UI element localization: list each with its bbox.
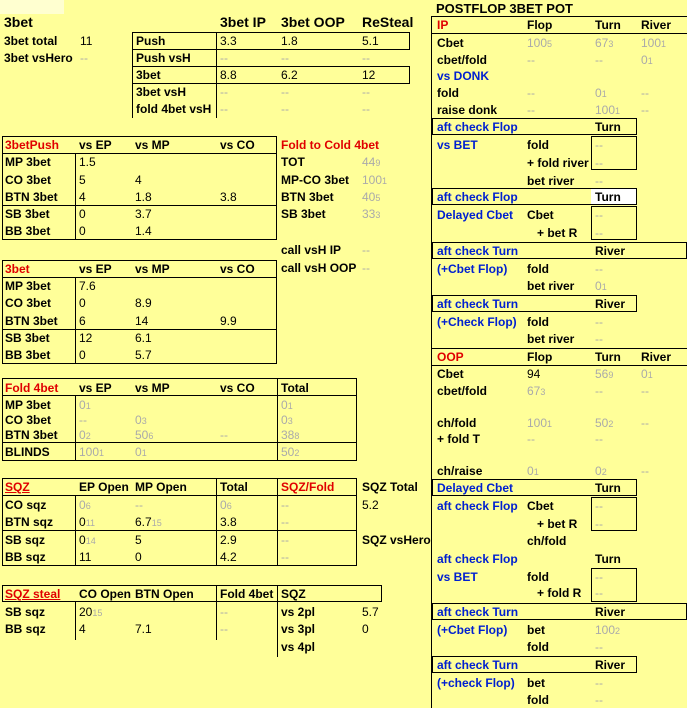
divider xyxy=(75,154,76,240)
divider xyxy=(2,153,277,154)
cbet-flop-fold-value: -- xyxy=(595,262,603,276)
ip-cbet-label: Cbet xyxy=(437,36,464,50)
tbet-col-vs-mp: vs MP xyxy=(135,262,170,276)
tbet-table-title: 3bet xyxy=(5,262,30,276)
divider xyxy=(432,33,687,34)
push-resteal: 5.1 xyxy=(362,34,379,48)
oop-aft-check-flop-turn: Turn xyxy=(595,552,621,566)
fold4bet-row-label: BLINDS xyxy=(5,445,50,459)
push-cell: 4 xyxy=(79,190,86,204)
divider xyxy=(2,495,357,496)
push-row-label: BTN 3bet xyxy=(5,190,58,204)
ip-cbetfold-turn: -- xyxy=(595,53,603,67)
steal-vs-label: vs 3pl xyxy=(281,622,316,636)
fold4bet-cell: -- xyxy=(220,428,228,442)
oop-cbet-label: Cbet xyxy=(437,367,464,381)
fold-cold-label: SB 3bet xyxy=(281,207,326,221)
fold4bet-row-label: BTN 3bet xyxy=(5,428,58,442)
sqz-cell: -- xyxy=(281,515,289,529)
threebet-ip: 8.8 xyxy=(220,68,237,82)
tbet-col-vs-co: vs CO xyxy=(220,262,255,276)
bet-river-label: bet river xyxy=(527,174,575,188)
delayed-cbet-label: Delayed Cbet xyxy=(437,208,514,222)
oop-vs-bet-fold-label: fold xyxy=(527,570,549,584)
aft-check-flop-label: aft check Flop xyxy=(437,120,518,134)
oop-cbet-flop-fold-value: -- xyxy=(595,640,603,654)
oop-aft-check-flop-label: aft check Flop xyxy=(437,499,518,513)
steal-col-co-open: CO Open xyxy=(79,587,132,601)
sqz-col-total: Total xyxy=(220,480,248,494)
sqz-cell: -- xyxy=(281,498,289,512)
ip-vs-donk-label: vs DONK xyxy=(437,69,490,83)
push-ip: 3.3 xyxy=(220,34,237,48)
divider xyxy=(2,530,357,531)
vs-bet-fold-river-label: + fold river xyxy=(527,156,589,170)
call-vsh-ip-label: call vsH IP xyxy=(281,243,342,257)
sqz-cell: 06 xyxy=(220,498,232,512)
tbet-cell: 7.6 xyxy=(79,279,96,293)
cbet-flop-bet-river-label: bet river xyxy=(527,279,575,293)
tbet-cell: 0 xyxy=(79,296,86,310)
col-3bet-ip: 3bet IP xyxy=(220,14,266,30)
fold4bet-cell: 388 xyxy=(281,428,300,442)
fold-cold-label: MP-CO 3bet xyxy=(281,173,350,187)
vs-bet-turn-cell: -- xyxy=(595,156,603,170)
oop-cbet-flop-paren-label: (+Cbet Flop) xyxy=(437,623,508,637)
label-3bet-vshero: 3bet vsHero xyxy=(4,51,73,65)
sqz-cell: 3.8 xyxy=(220,515,237,529)
threebet-vsh-resteal: -- xyxy=(362,85,370,99)
steal-row-label: BB sqz xyxy=(5,622,46,636)
fold4bet-col-total: Total xyxy=(281,381,309,395)
fold-cold-value: 333 xyxy=(362,207,381,221)
divider xyxy=(216,32,217,118)
oop-cbet-flop-bet-label: bet xyxy=(527,623,545,637)
fold4bet-cell: 03 xyxy=(135,413,147,427)
faded-corner xyxy=(0,0,64,14)
oop-aft-check-turn-label: aft check Turn xyxy=(437,605,519,619)
oop-vs-bet-label: vs BET xyxy=(437,570,478,584)
steal-vs-label: vs 2pl xyxy=(281,605,316,619)
fold4bet-cell: -- xyxy=(79,413,87,427)
oop-delayed-turn-cell: -- xyxy=(595,499,603,513)
delayed-cbet-turn-cell: -- xyxy=(595,208,603,222)
push-vsh-resteal: -- xyxy=(362,51,370,65)
call-vsh-oop-value: -- xyxy=(362,261,370,275)
oop-vs-bet-turn-cell: -- xyxy=(595,586,603,600)
ip-cbetfold-river: 01 xyxy=(641,53,653,67)
push-row-label: MP 3bet xyxy=(5,155,51,169)
threebet-vsh-ip: -- xyxy=(220,85,228,99)
fold4bet-col-vs-ep: vs EP xyxy=(79,381,112,395)
steal-row-label: SB sqz xyxy=(5,605,46,619)
steal-vs-value: 5.7 xyxy=(362,605,379,619)
sqz-cell: 6.715 xyxy=(135,515,162,529)
divider xyxy=(2,329,277,330)
push-cell: 1.8 xyxy=(135,190,152,204)
oop-cbet-flop: 94 xyxy=(527,367,541,381)
sqz-cell: 2.9 xyxy=(220,533,237,547)
value-3bet-total: 11 xyxy=(80,34,93,48)
check-flop-fold-value: -- xyxy=(595,315,603,329)
fold-cold-label: BTN 3bet xyxy=(281,190,334,204)
oop-check-flop-paren-label: (+check Flop) xyxy=(437,676,515,690)
oop-aft-check-flop-label: aft check Flop xyxy=(437,552,518,566)
steal-vs-label: vs 4pl xyxy=(281,640,316,654)
oop-vs-bet-fold-r-label: + fold R xyxy=(537,586,582,600)
oop-check-flop-bet-value: -- xyxy=(595,676,603,690)
ip-fold-turn: 01 xyxy=(595,86,607,100)
sqz-cell: -- xyxy=(281,550,289,564)
tbet-row-label: BTN 3bet xyxy=(5,314,58,328)
fold4bet-cell: 01 xyxy=(281,398,293,412)
push-cell: 1.4 xyxy=(135,224,152,238)
ip-fold-river: -- xyxy=(641,86,649,100)
threebet-vsh-oop: -- xyxy=(281,85,289,99)
sqz-cell: 5 xyxy=(135,533,142,547)
sqz-cell: 014 xyxy=(79,533,96,547)
ip-raise-river: -- xyxy=(641,103,649,117)
divider xyxy=(2,442,357,443)
oop-delayed-cbet-label: Cbet xyxy=(527,499,554,513)
steal-col-sqz: SQZ xyxy=(281,587,306,601)
divider xyxy=(2,205,277,206)
push-cell: 0 xyxy=(79,207,86,221)
sqz-col-mp-open: MP Open xyxy=(135,480,187,494)
steal-cell: 2015 xyxy=(79,605,103,619)
delayed-cbet-cbet-label: Cbet xyxy=(527,208,554,222)
tbet-cell: 5.7 xyxy=(135,348,152,362)
tbet-row-label: MP 3bet xyxy=(5,279,51,293)
oop-cbetfold-flop: 673 xyxy=(527,384,546,398)
ip-raise-donk-label: raise donk xyxy=(437,103,498,117)
fold4bet-cell: 01 xyxy=(79,398,91,412)
oop-cbet-turn: 569 xyxy=(595,367,614,381)
section-title-3bet: 3bet xyxy=(4,14,33,30)
check-flop-bet-river-value: -- xyxy=(595,332,603,346)
sqz-table-title: SQZ xyxy=(5,480,30,494)
oop-check-flop-bet-label: bet xyxy=(527,676,545,690)
ip-cbet-river: 1001 xyxy=(641,36,667,50)
oop-chfold-river: -- xyxy=(641,416,649,430)
sqz-row-label: SB sqz xyxy=(5,533,46,547)
oop-check-flop-fold-label: fold xyxy=(527,693,549,707)
ip-cbet-flop: 1005 xyxy=(527,36,553,50)
divider xyxy=(75,396,76,461)
push-cell: 5 xyxy=(79,173,86,187)
oop-aft-check-turn-label: aft check Turn xyxy=(437,658,519,672)
divider xyxy=(277,585,278,657)
divider xyxy=(277,378,278,461)
aft-check-turn-label: aft check Turn xyxy=(437,244,519,258)
check-flop-bet-river-label: bet river xyxy=(527,332,575,346)
row-label-push: Push xyxy=(136,34,166,48)
fold4bet-vsh-resteal: -- xyxy=(362,102,370,116)
row-label-push-vsh: Push vsH xyxy=(136,51,191,65)
divider xyxy=(2,277,277,278)
divider xyxy=(277,478,278,566)
tbet-row-label: CO 3bet xyxy=(5,296,52,310)
oop-chraise-turn: 02 xyxy=(595,464,607,478)
push-row-label: CO 3bet xyxy=(5,173,52,187)
sqz-cell: 011 xyxy=(79,515,96,529)
aft-check-turn-label: aft check Turn xyxy=(437,297,519,311)
row-label-3bet: 3bet xyxy=(136,68,161,82)
fold4bet-table-title: Fold 4bet xyxy=(5,381,59,395)
divider xyxy=(216,585,217,640)
row-label-fold4bet-vsh: fold 4bet vsH xyxy=(136,102,212,116)
ip-col-river: River xyxy=(641,18,672,32)
push-col-vs-mp: vs MP xyxy=(135,138,170,152)
vs-bet-fold-label: fold xyxy=(527,138,549,152)
ip-col-flop: Flop xyxy=(527,18,553,32)
oop-delayed-bet-r-label: + bet R xyxy=(537,517,578,531)
threebet-oop: 6.2 xyxy=(281,68,298,82)
delayed-cbet-turn: Turn xyxy=(595,481,621,495)
fold4bet-col-vs-co: vs CO xyxy=(220,381,255,395)
fold4bet-cell: 01 xyxy=(135,445,147,459)
col-resteal: ReSteal xyxy=(362,14,414,30)
ip-raise-turn: 1001 xyxy=(595,103,621,117)
oop-check-flop-fold-value: -- xyxy=(595,693,603,707)
fold4bet-cell: 506 xyxy=(135,428,154,442)
threebet-resteal: 12 xyxy=(362,68,376,82)
oop-vs-bet-turn-cell: -- xyxy=(595,570,603,584)
ip-section-label: IP xyxy=(437,18,449,32)
push-cell: 3.7 xyxy=(135,207,152,221)
tbet-cell: 8.9 xyxy=(135,296,152,310)
tbet-cell: 6 xyxy=(79,314,86,328)
oop-fold-t-flop: -- xyxy=(527,432,535,446)
oop-fold-t-label: + fold T xyxy=(437,432,480,446)
steal-cell: -- xyxy=(220,622,228,636)
fold4bet-row-label: MP 3bet xyxy=(5,398,51,412)
oop-aft-check-turn-river: River xyxy=(595,605,626,619)
fold-cold-value: 405 xyxy=(362,190,381,204)
push-col-vs-ep: vs EP xyxy=(79,138,112,152)
steal-cell: 4 xyxy=(79,622,86,636)
oop-col-flop: Flop xyxy=(527,350,553,364)
sqz-total-value: 5.2 xyxy=(362,498,379,512)
push-table-title: 3betPush xyxy=(5,138,60,152)
fold-cold-title: Fold to Cold 4bet xyxy=(281,138,379,152)
steal-cell: 7.1 xyxy=(135,622,152,636)
sqz-cell: 4.2 xyxy=(220,550,237,564)
steal-col-fold4bet: Fold 4bet xyxy=(220,587,274,601)
divider xyxy=(216,478,217,566)
divider xyxy=(2,395,357,396)
aft-check-flop-turn: Turn xyxy=(595,120,621,134)
tbet-row-label: BB 3bet xyxy=(5,348,51,362)
call-vsh-ip-value: -- xyxy=(362,243,370,257)
call-vsh-oop-label: call vsH OOP xyxy=(281,261,357,275)
oop-col-river: River xyxy=(641,350,672,364)
sqz-cell: -- xyxy=(281,533,289,547)
oop-chraise-river: -- xyxy=(641,464,649,478)
fold4bet-vsh-oop: -- xyxy=(281,102,289,116)
tbet-cell: 9.9 xyxy=(220,314,237,328)
oop-chfold-turn: 502 xyxy=(595,416,614,430)
vs-bet-label: vs BET xyxy=(437,138,478,152)
col-3bet-oop: 3bet OOP xyxy=(281,14,345,30)
value-3bet-vshero: -- xyxy=(80,51,88,65)
tbet-cell: 6.1 xyxy=(135,331,152,345)
oop-cbetfold-river: -- xyxy=(641,384,649,398)
divider xyxy=(132,50,133,118)
bet-river-turn-cell: -- xyxy=(595,174,603,188)
push-cell: 0 xyxy=(79,224,86,238)
label-3bet-total: 3bet total xyxy=(4,34,58,48)
vs-bet-turn-cell: -- xyxy=(595,138,603,152)
oop-chraise-label: ch/raise xyxy=(437,464,483,478)
fold4bet-col-vs-mp: vs MP xyxy=(135,381,170,395)
fold-cold-value: 1001 xyxy=(362,173,388,187)
sqz-cell: -- xyxy=(135,498,143,512)
oop-delayed-turn-cell: -- xyxy=(595,517,603,531)
sqz-vshero-label: SQZ vsHero xyxy=(362,533,431,547)
fold-cold-label: TOT xyxy=(281,155,305,169)
push-vsh-oop: -- xyxy=(281,51,289,65)
fold4bet-row-label: CO 3bet xyxy=(5,413,52,427)
cbet-flop-bet-river-value: 01 xyxy=(595,279,607,293)
sqz-cell: 0 xyxy=(135,550,142,564)
divider xyxy=(431,16,687,17)
oop-cbet-flop-fold-label: fold xyxy=(527,640,549,654)
ip-cbetfold-flop: -- xyxy=(527,53,535,67)
delayed-cbet-turn-cell: -- xyxy=(595,226,603,240)
cbet-flop-paren-label: (+Cbet Flop) xyxy=(437,262,508,276)
oop-cbetfold-label: cbet/fold xyxy=(437,384,487,398)
fold4bet-cell: 502 xyxy=(281,445,300,459)
divider xyxy=(432,348,687,349)
divider xyxy=(75,602,76,640)
oop-chfold-flop: 1001 xyxy=(527,416,553,430)
tbet-cell: 0 xyxy=(79,348,86,362)
fold4bet-cell: 02 xyxy=(79,428,91,442)
ip-fold-label: fold xyxy=(437,86,459,100)
tbet-cell: 12 xyxy=(79,331,93,345)
oop-fold-t-turn: -- xyxy=(595,432,603,446)
steal-table-title: SQZ steal xyxy=(5,587,61,601)
oop-aft-check-turn-river: River xyxy=(595,658,626,672)
check-flop-fold-label: fold xyxy=(527,315,549,329)
steal-col-btn-open: BTN Open xyxy=(135,587,194,601)
fold-cold-value: 449 xyxy=(362,155,381,169)
oop-chraise-flop: 01 xyxy=(527,464,539,478)
aft-check-flop-label: aft check Flop xyxy=(437,190,518,204)
divider xyxy=(75,278,76,364)
tbet-row-label: SB 3bet xyxy=(5,331,50,345)
tbet-cell: 14 xyxy=(135,314,149,328)
push-cell: 3.8 xyxy=(220,190,237,204)
oop-cbet-flop-bet-value: 1002 xyxy=(595,623,621,637)
oop-chfold-label: ch/fold xyxy=(437,416,477,430)
steal-vs-value: 0 xyxy=(362,622,369,636)
ip-raise-flop: -- xyxy=(527,103,535,117)
oop-cbetfold-turn: -- xyxy=(595,384,603,398)
oop-cbet-river: 01 xyxy=(641,367,653,381)
push-oop: 1.8 xyxy=(281,34,298,48)
push-col-vs-co: vs CO xyxy=(220,138,255,152)
push-cell: 4 xyxy=(135,173,142,187)
fold4bet-cell: 03 xyxy=(281,413,293,427)
ip-cbet-turn: 673 xyxy=(595,36,614,50)
fold4bet-cell: 1001 xyxy=(79,445,105,459)
divider xyxy=(75,496,76,566)
sqz-row-label: BB sqz xyxy=(5,550,46,564)
check-flop-paren-label: (+Check Flop) xyxy=(437,315,517,329)
sqz-col-sqz-fold: SQZ/Fold xyxy=(281,480,335,494)
push-vsh-ip: -- xyxy=(220,51,228,65)
ip-cbetfold-label: cbet/fold xyxy=(437,53,487,67)
push-cell: 1.5 xyxy=(79,155,96,169)
tbet-col-vs-ep: vs EP xyxy=(79,262,112,276)
push-row-label: BB 3bet xyxy=(5,224,51,238)
delayed-cbet-label: Delayed Cbet xyxy=(437,481,514,495)
push-row-label: SB 3bet xyxy=(5,207,50,221)
oop-col-turn: Turn xyxy=(595,350,621,364)
postflop-title: POSTFLOP 3BET POT xyxy=(436,1,574,16)
aft-check-turn-river: River xyxy=(595,244,626,258)
ip-col-turn: Turn xyxy=(595,18,621,32)
sqz-cell: 06 xyxy=(79,498,91,512)
divider xyxy=(432,365,687,366)
aft-check-flop-turn: Turn xyxy=(595,190,621,204)
delayed-cbet-bet-r-label: + bet R xyxy=(537,226,578,240)
sqz-cell: 11 xyxy=(79,550,92,564)
ip-fold-flop: -- xyxy=(527,86,535,100)
sqz-row-label: CO sqz xyxy=(5,498,47,512)
oop-delayed-chfold-label: ch/fold xyxy=(527,534,567,548)
cbet-flop-fold-label: fold xyxy=(527,262,549,276)
fold4bet-vsh-ip: -- xyxy=(220,102,228,116)
oop-section-label: OOP xyxy=(437,350,464,364)
sqz-row-label: BTN sqz xyxy=(5,515,53,529)
steal-cell: -- xyxy=(220,605,228,619)
sqz-total-label: SQZ Total xyxy=(362,480,418,494)
row-label-3bet-vsh: 3bet vsH xyxy=(136,85,187,99)
aft-check-turn-river: River xyxy=(595,297,626,311)
sqz-col-ep-open: EP Open xyxy=(79,480,129,494)
